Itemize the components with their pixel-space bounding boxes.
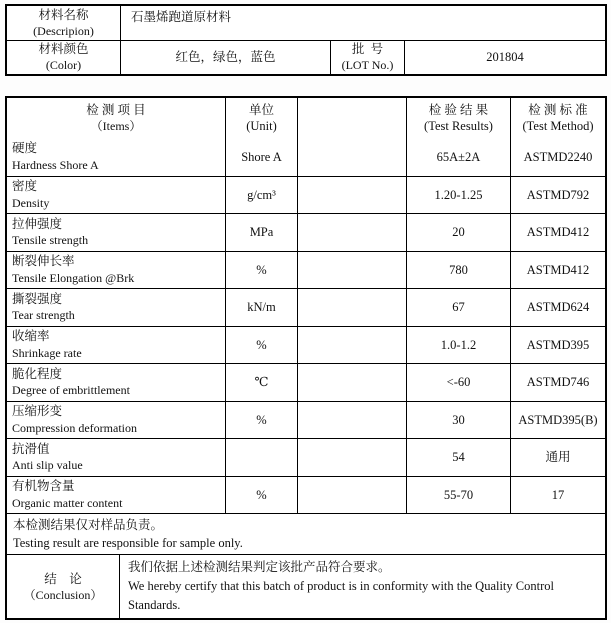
lot-number-value (405, 41, 605, 75)
test-method-cell (511, 289, 605, 326)
test-result-value: 54 (452, 450, 465, 465)
test-table-row (7, 288, 605, 326)
test-item-cell (7, 214, 226, 251)
test-method-cell (511, 477, 605, 514)
test-item-name-en: Tensile Elongation @Brk (12, 270, 135, 285)
test-method-value: ASTMD412 (526, 262, 590, 277)
test-item-name-zh: 硬度 (12, 141, 38, 156)
test-method-cell (511, 252, 605, 289)
material-info-table (5, 4, 607, 76)
test-item-name-zh: 拉伸强度 (12, 216, 63, 231)
test-blank-cell (298, 214, 407, 251)
test-item-cell (7, 402, 226, 439)
conclusion-label-en: （Conclusion） (23, 587, 103, 602)
test-item-cell (7, 289, 226, 326)
test-result-cell (407, 214, 511, 251)
test-unit-value: % (256, 262, 267, 277)
material-name-label (7, 6, 121, 40)
sample-note-row (7, 513, 605, 554)
test-item-name-en: Density (12, 195, 50, 210)
test-result-value: 20 (452, 225, 465, 240)
test-method-cell (511, 327, 605, 364)
test-item-name-en: Hardness Shore A (12, 157, 99, 172)
test-item-cell (7, 177, 226, 214)
test-item-name-zh: 收缩率 (12, 329, 50, 344)
test-method-cell (511, 214, 605, 251)
test-table-row (7, 251, 605, 289)
lot-number-label-zh: 批 号 (351, 42, 384, 57)
sample-note-en: Testing result are responsible for sample only. (13, 536, 243, 550)
material-name-label-zh: 材料名称 (38, 7, 89, 22)
test-unit-cell (226, 364, 298, 401)
test-item-name-zh: 断裂伸长率 (12, 254, 75, 269)
col-header-method-zh: 检 测 标 准 (528, 103, 588, 117)
test-method-value: ASTMD792 (526, 187, 590, 202)
test-blank-cell (298, 327, 407, 364)
test-item-name-zh: 密度 (12, 179, 38, 194)
test-item-name-en: Degree of embrittlement (12, 383, 130, 398)
conclusion-text-en: We hereby certify that this batch of product is in conformity with the Quality Control Standards. (128, 579, 554, 612)
test-item-name-en: Anti slip value (12, 458, 83, 473)
test-results-table (5, 96, 607, 620)
test-unit-value: MPa (249, 225, 274, 240)
test-unit-cell (226, 402, 298, 439)
test-result-value: 55-70 (443, 487, 474, 502)
test-result-value: 65A±2A (436, 149, 481, 164)
test-item-name-zh: 压缩形变 (12, 404, 63, 419)
test-table-row (7, 363, 605, 401)
test-table-row (7, 476, 605, 514)
material-color-value (121, 41, 331, 75)
test-unit-value: % (256, 412, 267, 427)
test-unit-cell (226, 327, 298, 364)
test-item-name-zh: 有机物含量 (12, 479, 75, 494)
test-item-name-en: Tensile strength (12, 233, 89, 248)
material-name-value-text: 石墨烯跑道原材料 (131, 10, 232, 24)
test-result-cell (407, 402, 511, 439)
test-method-value: ASTMD746 (526, 375, 590, 390)
col-header-blank (298, 98, 407, 138)
test-method-value: 通用 (545, 450, 571, 465)
test-method-value: ASTMD624 (526, 300, 590, 315)
col-header-unit (226, 98, 298, 138)
test-method-cell (511, 439, 605, 476)
test-blank-cell (298, 289, 407, 326)
test-result-cell (407, 364, 511, 401)
test-result-cell (407, 138, 511, 176)
material-color-row (7, 40, 605, 75)
col-header-unit-en: (Unit) (246, 119, 277, 133)
test-blank-cell (298, 439, 407, 476)
material-name-value (121, 6, 605, 40)
material-color-label (7, 41, 121, 75)
test-blank-cell (298, 477, 407, 514)
test-unit-cell (226, 252, 298, 289)
test-item-cell (7, 252, 226, 289)
material-color-value-text: 红色，绿色，蓝色 (175, 50, 276, 65)
test-result-value: <-60 (446, 375, 471, 390)
test-result-value: 1.0-1.2 (440, 337, 477, 352)
test-unit-cell (226, 439, 298, 476)
test-method-cell (511, 138, 605, 176)
test-table-row (7, 213, 605, 251)
test-method-value: ASTMD395(B) (518, 412, 598, 427)
col-header-items (7, 98, 226, 138)
test-table-header-row (7, 98, 605, 138)
test-item-cell (7, 477, 226, 514)
test-result-value: 1.20-1.25 (434, 187, 483, 202)
test-method-value: 17 (551, 487, 565, 502)
test-method-cell (511, 402, 605, 439)
test-result-cell (407, 289, 511, 326)
test-method-cell (511, 177, 605, 214)
test-unit-cell (226, 214, 298, 251)
test-method-value: ASTMD395 (526, 337, 590, 352)
conclusion-body (120, 555, 605, 618)
test-item-name-zh: 抗滑值 (12, 441, 50, 456)
test-result-cell (407, 477, 511, 514)
test-unit-value: g/cm³ (247, 187, 276, 202)
col-header-items-en: （Items） (90, 119, 142, 133)
test-blank-cell (298, 177, 407, 214)
test-method-value: ASTMD412 (526, 225, 590, 240)
test-result-cell (407, 252, 511, 289)
test-unit-value: Shore A (241, 149, 282, 164)
lot-number-value-text: 201804 (486, 50, 524, 65)
test-method-cell (511, 364, 605, 401)
test-item-name-en: Shrinkage rate (12, 345, 82, 360)
test-blank-cell (298, 138, 407, 176)
test-table-row (7, 326, 605, 364)
material-name-label-en: (Descripion) (33, 23, 94, 38)
test-unit-value: ℃ (254, 375, 269, 390)
test-result-cell (407, 439, 511, 476)
test-item-name-en: Organic matter content (12, 495, 123, 510)
material-color-label-zh: 材料颜色 (38, 42, 89, 57)
test-blank-cell (298, 364, 407, 401)
test-table-row (7, 438, 605, 476)
test-table-body (7, 138, 605, 513)
test-method-value: ASTMD2240 (523, 149, 593, 164)
test-result-value: 780 (449, 262, 468, 277)
col-header-method-en: (Test Method) (522, 119, 594, 133)
col-header-results (407, 98, 511, 138)
test-item-cell (7, 364, 226, 401)
test-unit-cell (226, 177, 298, 214)
test-result-cell (407, 177, 511, 214)
conclusion-row (7, 554, 605, 618)
test-item-name-zh: 撕裂强度 (12, 291, 63, 306)
test-unit-value: % (256, 337, 267, 352)
test-item-cell (7, 138, 226, 176)
conclusion-label (7, 555, 120, 618)
test-result-value: 30 (452, 412, 465, 427)
test-item-cell (7, 327, 226, 364)
col-header-unit-zh: 单位 (248, 103, 274, 117)
material-color-label-en: (Color) (45, 58, 82, 73)
test-blank-cell (298, 252, 407, 289)
lot-number-label (331, 41, 405, 75)
test-blank-cell (298, 402, 407, 439)
material-name-row (7, 6, 605, 40)
test-unit-cell (226, 477, 298, 514)
test-result-cell (407, 327, 511, 364)
test-unit-cell (226, 138, 298, 176)
sample-note-zh: 本检测结果仅对样品负责。 (13, 518, 164, 532)
conclusion-label-zh: 结 论 (44, 571, 82, 586)
test-table-row (7, 138, 605, 176)
test-item-name-zh: 脆化程度 (12, 366, 63, 381)
col-header-results-zh: 检 验 结 果 (428, 103, 489, 117)
test-unit-value: % (256, 487, 267, 502)
test-table-row (7, 401, 605, 439)
test-unit-value: kN/m (247, 300, 276, 315)
test-result-value: 67 (452, 300, 465, 315)
test-item-cell (7, 439, 226, 476)
test-table-row (7, 176, 605, 214)
col-header-method (511, 98, 605, 138)
col-header-items-zh: 检 测 项 目 (86, 103, 146, 117)
lot-number-label-en: (LOT No.) (341, 58, 394, 73)
test-item-name-en: Compression deformation (12, 420, 137, 435)
test-item-name-en: Tear strength (12, 308, 75, 323)
conclusion-text-zh: 我们依据上述检测结果判定该批产品符合要求。 (128, 560, 391, 574)
test-unit-cell (226, 289, 298, 326)
col-header-results-en: (Test Results) (424, 119, 493, 133)
